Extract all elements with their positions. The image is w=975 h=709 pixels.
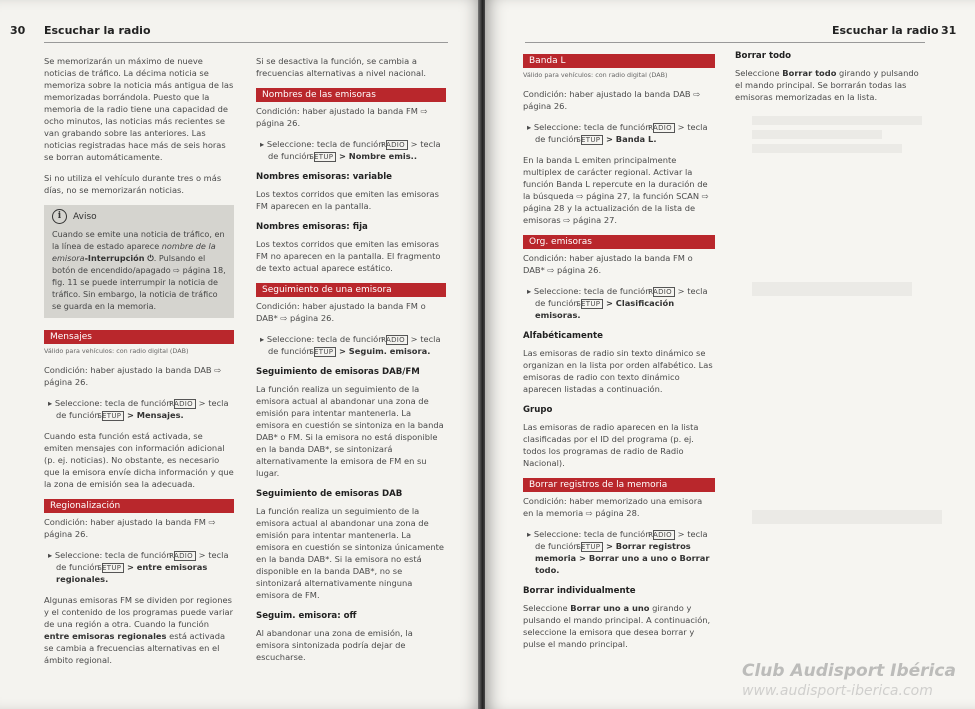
setup-key: SETUP xyxy=(314,347,336,357)
section-header-banda-l: Banda L xyxy=(523,54,715,68)
paragraph: Algunas emisoras FM se dividen por regiones y el contenido de los programas puede variar de una región a otra. Cuando la función entre emisoras regionales está activada se cambia a frecuencias alternativas en el ámbito regional. xyxy=(44,595,234,665)
instruction-step: ▸ Seleccione: tecla de función RADIO > tecla de función SETUP > Banda L. xyxy=(527,122,708,144)
subheading: Alfabéticamente xyxy=(523,331,603,341)
show-through-line xyxy=(752,282,912,296)
header-title-right: Escuchar la radio xyxy=(832,24,939,37)
setup-key: SETUP xyxy=(102,563,124,573)
left-column-1 xyxy=(44,55,234,675)
paragraph: En la banda L emiten principalmente multiplex de carácter regional. Activar la función Banda L repercute en la duración de la búsqueda ⇨ página 27, la función SCAN ⇨ página 28 y la actualización de la lista de emisoras ⇨ página 27. xyxy=(523,155,709,225)
watermark-title: Club Audisport Ibérica xyxy=(742,661,956,681)
condition-text: Condición: haber ajustado la banda DAB ⇨ página 26. xyxy=(44,365,222,387)
radio-key: RADIO xyxy=(386,140,408,150)
paragraph: Cuando esta función está activada, se emiten mensajes con información adicional (p. ej. noticias). No obstante, es necesario que la emisora envíe dicha información y que la zona de emisión sea la adecuada. xyxy=(44,431,234,489)
setup-key: SETUP xyxy=(581,135,603,145)
condition-text: Condición: haber ajustado la banda FM ⇨ página 26. xyxy=(256,106,428,128)
paragraph: Los textos corridos que emiten las emisoras FM no aparecen en la pantalla. El fragmento de texto actual aparece estático. xyxy=(256,239,441,273)
header-title-left: Escuchar la radio xyxy=(44,24,151,37)
paragraph: Seleccione Borrar todo girando y pulsando el mando principal. Se borrarán todas las emisoras memorizadas en la lista. xyxy=(735,68,919,102)
radio-key: RADIO xyxy=(653,530,675,540)
setup-key: SETUP xyxy=(581,542,603,552)
condition-text: Condición: haber ajustado la banda FM o DAB* ⇨ página 26. xyxy=(256,301,426,323)
validity-note: Válido para vehículos: con radio digital (DAB) xyxy=(523,71,668,79)
condition-text: Condición: haber ajustado la banda FM ⇨ página 26. xyxy=(44,517,216,539)
setup-key: SETUP xyxy=(314,152,336,162)
note-title: Aviso xyxy=(73,211,97,222)
subheading: Seguimiento de emisoras DAB/FM xyxy=(256,367,420,377)
show-through-line xyxy=(752,130,882,139)
instruction-step: ▸ Seleccione: tecla de función RADIO > tecla de función SETUP > Seguim. emisora. xyxy=(260,334,441,356)
paragraph: La función realiza un seguimiento de la emisora actual al abandonar una zona de emisión para intentar mantenerla. La emisora en cuestión se sintoniza únicamente en la banda DAB*. Si la emisora no está disponible en la banda DAB*, no se sintonizará alternativamente ninguna emisora de FM. xyxy=(256,506,444,600)
paragraph: Seleccione Borrar uno a uno girando y pulsando el mando principal. A continuación, seleccione la emisora que desea borrar y pulse el mando principal. xyxy=(523,603,711,649)
subheading: Borrar todo xyxy=(735,51,792,61)
radio-key: RADIO xyxy=(386,335,408,345)
right-column-1 xyxy=(523,44,715,659)
note-box xyxy=(44,205,234,318)
instruction-step: ▸ Seleccione: tecla de función RADIO > tecla de función SETUP > Clasificación emisoras. xyxy=(527,286,708,320)
radio-key: RADIO xyxy=(653,287,675,297)
info-icon: i xyxy=(52,209,67,224)
paragraph: Los textos corridos que emiten las emisoras FM aparecen en la pantalla. xyxy=(256,189,439,211)
left-page xyxy=(0,0,480,709)
subheading: Nombres emisoras: variable xyxy=(256,172,393,182)
condition-text: Condición: haber ajustado la banda FM o DAB* ⇨ página 26. xyxy=(523,253,693,275)
validity-note: Válido para vehículos: con radio digital (DAB) xyxy=(44,347,189,355)
section-header-borrar-registros: Borrar registros de la memoria xyxy=(523,478,715,492)
section-header-regionalizacion: Regionalización xyxy=(44,499,234,513)
condition-text: Condición: haber ajustado la banda DAB ⇨ página 26. xyxy=(523,89,701,111)
instruction-step: ▸ Seleccione: tecla de función RADIO > tecla de función SETUP > Borrar registros memoria > Borrar uno a uno o Borrar todo. xyxy=(527,529,710,575)
paragraph: Si no utiliza el vehículo durante tres o más días, no se memorizarán noticias. xyxy=(44,173,222,195)
watermark-url: www.audisport-iberica.com xyxy=(742,683,933,699)
page-number-left: 30 xyxy=(10,24,26,37)
note-header xyxy=(52,209,226,224)
show-through-line xyxy=(752,510,942,524)
subheading: Seguimiento de emisoras DAB xyxy=(256,489,403,499)
subheading: Seguim. emisora: off xyxy=(256,611,357,621)
header-rule-left xyxy=(44,42,448,43)
instruction-step: ▸ Seleccione: tecla de función RADIO > tecla de función SETUP > entre emisoras regionales. xyxy=(48,550,229,584)
setup-key: SETUP xyxy=(581,299,603,309)
paragraph: Las emisoras de radio aparecen en la lista clasificadas por el ID del programa (p. ej. todos los programas de radio de Radio Nacional). xyxy=(523,422,699,468)
section-header-nombres: Nombres de las emisoras xyxy=(256,88,446,102)
subheading: Borrar individualmente xyxy=(523,586,636,596)
right-column-2 xyxy=(735,50,925,112)
subheading: Grupo xyxy=(523,405,553,415)
paragraph: Se memorizarán un máximo de nueve noticias de tráfico. La décima noticia se memoriza sobre la noticia más antigua de las memorizadas borrándola. Puesto que la memoria de la radio tiene una capacidad de ocho minutos, las noticias más recientes se van grabando sobre las anteriores. Las noticias registradas hace más de seis horas se borran automáticamente. xyxy=(44,56,234,162)
radio-key: RADIO xyxy=(174,399,196,409)
header-rule-right xyxy=(525,42,925,43)
page-number-right: 31 xyxy=(941,24,957,37)
show-through-line xyxy=(752,116,922,125)
section-header-mensajes: Mensajes xyxy=(44,330,234,344)
paragraph: Al abandonar una zona de emisión, la emisora sintonizada podría dejar de escucharse. xyxy=(256,628,413,662)
left-column-2 xyxy=(256,55,446,672)
condition-text: Condición: haber memorizado una emisora en la memoria ⇨ página 28. xyxy=(523,496,703,518)
show-through-line xyxy=(752,144,902,153)
section-header-org-emisoras: Org. emisoras xyxy=(523,235,715,249)
radio-key: RADIO xyxy=(174,551,196,561)
instruction-step: ▸ Seleccione: tecla de función RADIO > tecla de función SETUP > Nombre emis.. xyxy=(260,139,441,161)
paragraph: Si se desactiva la función, se cambia a frecuencias alternativas a nivel nacional. xyxy=(256,56,427,78)
setup-key: SETUP xyxy=(102,411,124,421)
radio-key: RADIO xyxy=(653,123,675,133)
paragraph: La función realiza un seguimiento de la emisora actual al abandonar una zona de emisión para intentar mantenerla. La emisora en cuestión se sintoniza en la banda DAB* o FM. Si la emisora no está disponible en la banda DAB*, se sintonizará alternativamente la emisora de FM en su lugar. xyxy=(256,384,444,478)
right-page xyxy=(485,0,975,709)
note-text: Cuando se emite una noticia de tráfico, en la línea de estado aparece nombre de la emisora-Interrupción ⏻. Pulsando el botón de encendido/apagado ⇨ página 18, fig. 11 se puede interrumpir la noticia de tráfico. Sin embargo, la noticia de tráfico se guarda en la memoria. xyxy=(52,229,226,311)
watermark xyxy=(742,661,975,699)
subheading: Nombres emisoras: fija xyxy=(256,222,368,232)
paragraph: Las emisoras de radio sin texto dinámico se organizan en la lista por orden alfabético. Las emisoras de radio con texto dinámico aparecen listadas a continuación. xyxy=(523,348,713,394)
instruction-step: ▸ Seleccione: tecla de función RADIO > tecla de función SETUP > Mensajes. xyxy=(48,398,229,420)
section-header-seguimiento: Seguimiento de una emisora xyxy=(256,283,446,297)
